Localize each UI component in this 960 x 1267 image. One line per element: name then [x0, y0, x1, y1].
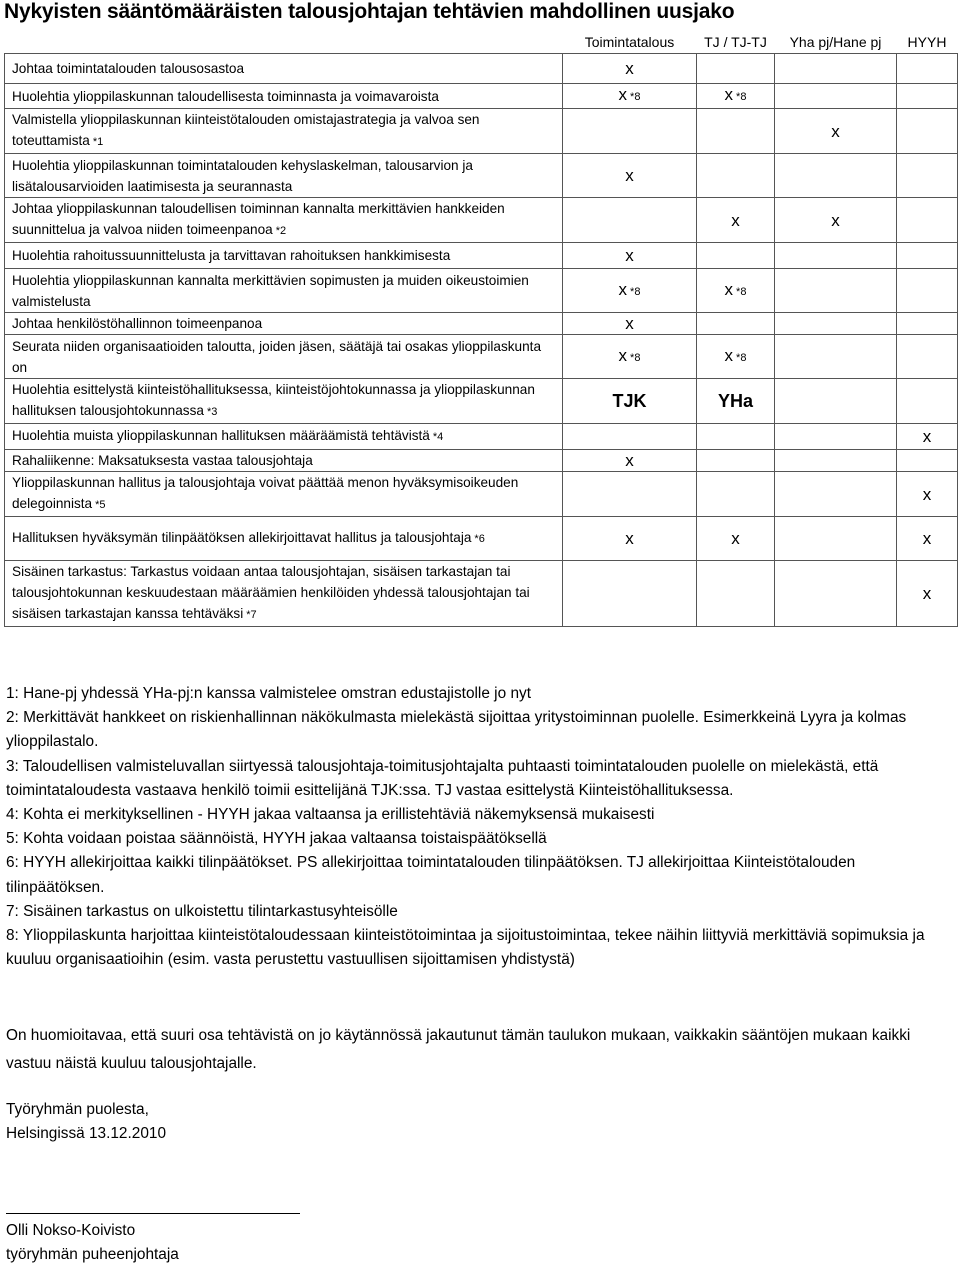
mark-value: x: [922, 484, 932, 504]
task-cell: [5, 561, 563, 627]
mark-cell: [775, 109, 897, 154]
mark-value: x: [731, 529, 740, 548]
mark-cell: [775, 561, 897, 627]
column-header-tj: TJ / TJ-TJ: [704, 34, 767, 50]
footnote-ref: *7: [246, 609, 257, 621]
footnote-ref: *8: [736, 285, 747, 298]
mark-cell: [563, 109, 697, 154]
table-row: [5, 243, 958, 269]
task-text: Huolehtia muista ylioppilaskunnan hallituksen määräämistä tehtävistä: [12, 428, 430, 443]
mark-cell: [563, 379, 697, 424]
signer-block: [6, 1219, 406, 1267]
mark-value: x: [625, 166, 634, 185]
footnote-item: 8: Ylioppilaskunta harjoittaa kiinteistötaloudessaan kiinteistötoimintaa ja sijoitustoimintaa, tekee näihin liittyviä merkittäviä sopimuksia ja kuuluu organisaatioihin (esim. vasta perustettu vastuullisen sijoittamisen yhdistystä): [6, 927, 925, 969]
mark-cell: [897, 84, 958, 109]
column-header-toimintatalous: Toimintatalous: [584, 34, 675, 50]
footnote-ref: *1: [92, 136, 104, 148]
column-header-yha-hane: Yha pj/Hane pj: [789, 34, 882, 50]
footnote-item: 3: Taloudellisen valmisteluvallan siirtyessä talousjohtaja-toimitusjohtajalta puhtaasti toimintatalouden puolelle on mielekästä, että toimintataloudesta vastaava henkilö toimii esittelijänä TJK:ssa. TJ vastaa esittelystä Kiinteistöhallituksessa.: [6, 757, 879, 799]
signature-line: [6, 1213, 300, 1214]
mark-cell: [697, 84, 775, 109]
footnote-ref: *8: [630, 351, 641, 364]
table-row: [5, 154, 958, 198]
header-spacer: [5, 31, 563, 54]
mark-cell: [697, 198, 775, 243]
task-cell: [5, 450, 563, 472]
mark-value: x: [724, 345, 734, 365]
table-row: [5, 109, 958, 154]
mark-cell: [897, 472, 958, 517]
mark-cell: [775, 450, 897, 472]
mark-value: x: [922, 427, 932, 446]
mark-cell: [697, 109, 775, 154]
mark-value: x: [625, 314, 634, 333]
mark-cell: [775, 379, 897, 424]
mark-cell: [775, 243, 897, 269]
mark-cell: [775, 54, 897, 84]
mark-value: x: [922, 584, 932, 603]
table-row: [5, 561, 958, 627]
mark-cell: [563, 198, 697, 243]
task-text: Huolehtia ylioppilaskunnan taloudellisesta toiminnasta ja voimavaroista: [12, 88, 439, 104]
table-row: [5, 379, 958, 424]
mark-cell: [775, 424, 897, 450]
footnote-ref: *8: [630, 91, 641, 103]
mark-value: x: [625, 451, 634, 470]
mark-value: x: [724, 85, 734, 104]
mark-cell: [775, 154, 897, 198]
table-row: [5, 424, 958, 450]
task-text: Valmistella ylioppilaskunnan kiinteistötalouden omistajastrategia ja valvoa sen toteuttamista: [12, 112, 480, 148]
table-row: [5, 198, 958, 243]
task-text: Huolehtia rahoitussuunnittelusta ja tarvittavan rahoituksen hankkimisesta: [12, 248, 451, 263]
task-text: Hallituksen hyväksymän tilinpäätöksen allekirjoittavat hallitus ja talousjohtaja: [12, 530, 472, 545]
mark-cell: [775, 335, 897, 379]
footnote-ref: *4: [432, 431, 444, 443]
mark-value: x: [618, 345, 628, 365]
mark-cell: [897, 379, 958, 424]
mark-cell: [897, 269, 958, 313]
mark-cell: [775, 198, 897, 243]
mark-cell: [563, 424, 697, 450]
mark-cell: [897, 154, 958, 198]
mark-value: x: [625, 246, 634, 265]
task-cell: [5, 472, 563, 517]
mark-value: x: [625, 529, 634, 548]
footnote-ref: *8: [736, 91, 747, 103]
mark-value: x: [922, 529, 932, 548]
table-row: [5, 313, 958, 335]
mark-cell: [897, 109, 958, 154]
signoff-place-date: Helsingissä 13.12.2010: [6, 1125, 167, 1142]
task-text: Johtaa toimintatalouden talousosastoa: [12, 61, 245, 76]
mark-cell: [563, 84, 697, 109]
task-text: Sisäinen tarkastus: Tarkastus voidaan antaa talousjohtajan, sisäisen tarkastajan tai talousjohtokunnan keskuudestaan määräämien henkilöiden yhdessä talousjohtajan tai sisäisen tarkastajan kanssa tehtäväksi: [12, 564, 530, 621]
mark-cell: [697, 517, 775, 561]
mark-value: x: [618, 279, 628, 299]
mark-cell: [563, 54, 697, 84]
task-cell: [5, 269, 563, 313]
mark-value: TJK: [612, 390, 647, 411]
task-cell: [5, 313, 563, 335]
mark-cell: [697, 450, 775, 472]
table-row: [5, 54, 958, 84]
table-header-row: [5, 31, 958, 54]
footnote-item: 4: Kohta ei merkityksellinen - HYYH jakaa valtaansa ja erillistehtäviä näkemyksensä mukaisesti: [6, 806, 655, 824]
task-text: Huolehtia ylioppilaskunnan kannalta merkittävien sopimusten ja muiden oikeustoimien valmistelusta: [12, 272, 529, 309]
mark-value: YHa: [717, 390, 753, 411]
mark-cell: [697, 243, 775, 269]
mark-cell: [563, 269, 697, 313]
mark-cell: [697, 54, 775, 84]
mark-cell: [697, 269, 775, 313]
task-allocation-table: [4, 31, 958, 627]
signoff-line-1: Työryhmän puolesta,: [6, 1101, 149, 1118]
footnote-item: 6: HYYH allekirjoittaa kaikki tilinpäätökset. PS allekirjoittaa toimintatalouden tilinpäätöksen. TJ allekirjoittaa Kiinteistötalouden tilinpäätöksen.: [6, 854, 856, 896]
footnote-ref: *2: [275, 225, 287, 237]
task-cell: [5, 109, 563, 154]
signer-name: Olli Nokso-Koivisto: [6, 1222, 136, 1239]
mark-cell: [897, 450, 958, 472]
table-row: [5, 84, 958, 109]
mark-cell: [775, 84, 897, 109]
table-row: [5, 472, 958, 517]
mark-cell: [697, 424, 775, 450]
summary-paragraph: On huomioitavaa, että suuri osa tehtävistä on jo käytännössä jakautunut tämän taulukon mukaan, vaikkakin sääntöjen mukaan kaikki vastuu näistä kuuluu talousjohtajalle.: [6, 1027, 911, 1072]
task-cell: [5, 335, 563, 379]
mark-value: x: [831, 121, 840, 141]
task-text: Ylioppilaskunnan hallitus ja talousjohtaja voivat päättää menon hyväksymisoikeuden delegoinnista: [12, 475, 519, 511]
footnote-item: 2: Merkittävät hankkeet on riskienhallinnan näkökulmasta mielekästä sijoittaa yritystoiminnan puolelle. Esimerkkeinä Lyyra ja kolmas ylioppilastalo.: [6, 709, 907, 751]
task-text: Huolehtia ylioppilaskunnan toimintatalouden kehyslaskelman, talousarvion ja lisätalousarvioiden laatimisesta ja seurannasta: [12, 157, 473, 194]
mark-cell: [563, 450, 697, 472]
task-text: Seurata niiden organisaatioiden taloutta, joiden jäsen, säätäjä tai osakas ylioppilaskunta on: [12, 338, 542, 375]
task-cell: [5, 54, 563, 84]
table-row: [5, 517, 958, 561]
task-cell: [5, 154, 563, 198]
footnote-ref: *8: [736, 351, 747, 364]
task-text: Johtaa ylioppilaskunnan taloudellisen toiminnan kannalta merkittävien hankkeiden suunnittelua ja valvoa niiden toimeenpanoa: [12, 201, 505, 237]
mark-cell: [775, 517, 897, 561]
mark-cell: [897, 424, 958, 450]
table-row: [5, 450, 958, 472]
mark-cell: [563, 154, 697, 198]
task-cell: [5, 198, 563, 243]
task-cell: [5, 84, 563, 109]
footnote-ref: *3: [206, 406, 218, 418]
table-row: [5, 335, 958, 379]
footnote-item: 1: Hane-pj yhdessä YHa-pj:n kanssa valmistelee omstran edustajistolle jo nyt: [6, 685, 531, 702]
mark-cell: [697, 335, 775, 379]
mark-cell: [697, 313, 775, 335]
mark-value: x: [625, 59, 634, 78]
mark-cell: [897, 198, 958, 243]
signoff-block: [6, 1098, 406, 1146]
task-cell: [5, 517, 563, 561]
mark-cell: [563, 517, 697, 561]
mark-cell: [897, 54, 958, 84]
mark-cell: [563, 561, 697, 627]
mark-cell: [775, 269, 897, 313]
footnote-item: 7: Sisäinen tarkastus on ulkoistettu tilintarkastusyhteisölle: [6, 902, 398, 920]
mark-cell: [563, 472, 697, 517]
mark-value: x: [731, 210, 740, 230]
task-cell: [5, 379, 563, 424]
footnote-item: 5: Kohta voidaan poistaa säännöistä, HYYH jakaa valtaansa toistaispäätöksellä: [6, 830, 547, 848]
task-cell: [5, 424, 563, 450]
mark-value: x: [618, 85, 628, 104]
mark-cell: [697, 472, 775, 517]
mark-cell: [897, 561, 958, 627]
mark-cell: [563, 335, 697, 379]
mark-cell: [897, 243, 958, 269]
signer-role: työryhmän puheenjohtaja: [6, 1246, 179, 1263]
mark-cell: [563, 313, 697, 335]
mark-cell: [563, 243, 697, 269]
mark-cell: [897, 517, 958, 561]
task-text: Johtaa henkilöstöhallinnon toimeenpanoa: [12, 316, 263, 331]
mark-value: x: [831, 210, 840, 230]
mark-cell: [697, 561, 775, 627]
mark-cell: [697, 379, 775, 424]
mark-value: x: [724, 279, 734, 299]
footnotes: [6, 682, 954, 972]
mark-cell: [697, 154, 775, 198]
mark-cell: [775, 313, 897, 335]
task-text: Huolehtia esittelystä kiinteistöhallituksessa, kiinteistöjohtokunnassa ja ylioppilaskunnan hallituksen talousjohtokunnassa: [12, 382, 535, 418]
footnote-ref: *8: [630, 285, 641, 298]
footnote-ref: *5: [95, 499, 106, 511]
mark-cell: [897, 313, 958, 335]
task-cell: [5, 243, 563, 269]
column-header-hyyh: HYYH: [907, 34, 947, 50]
footnote-ref: *6: [474, 533, 485, 545]
mark-cell: [897, 335, 958, 379]
page-title: Nykyisten sääntömääräisten talousjohtajan tehtävien mahdollinen uusjako: [4, 0, 735, 23]
task-text: Rahaliikenne: Maksatuksesta vastaa talousjohtaja: [12, 453, 313, 468]
table-row: [5, 269, 958, 313]
mark-cell: [775, 472, 897, 517]
